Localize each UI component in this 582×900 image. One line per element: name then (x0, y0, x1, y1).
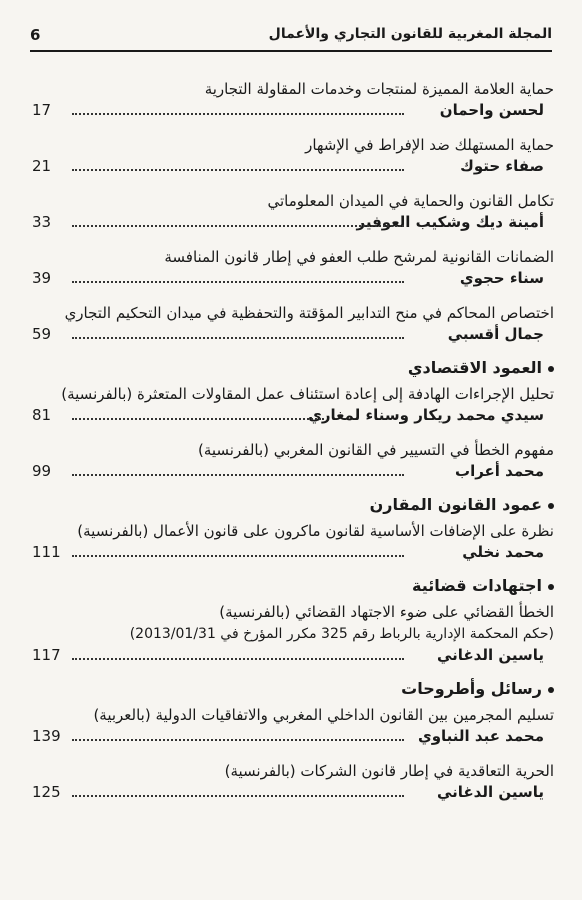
toc-entry (32, 520, 554, 566)
dot-leader (72, 281, 404, 283)
entry-title: اختصاص المحاكم في منح التدابير المؤقتة والتحفظية في ميدان التحكيم التجاري (64, 304, 554, 322)
dot-leader (72, 739, 404, 741)
entry-line (32, 726, 554, 750)
toc-entry (32, 383, 554, 429)
entry-author: ياسين الدغاني (437, 783, 544, 801)
dot-leader (72, 555, 404, 557)
entry-line (32, 782, 554, 806)
entry-author: سيدي محمد ريكار وسناء لمغاري (308, 406, 544, 424)
toc-entry (32, 246, 554, 292)
entry-page: 139 (32, 727, 61, 745)
toc-entry (32, 760, 554, 806)
entry-page: 39 (32, 269, 52, 287)
entry-page: 99 (32, 462, 52, 480)
entry-title: حماية المستهلك ضد الإفراط في الإشهار (305, 136, 554, 154)
entry-page: 117 (32, 646, 61, 664)
toc-entry (32, 601, 554, 669)
entry-author: محمد أعراب (455, 462, 544, 480)
toc-entry (32, 190, 554, 236)
page-header (30, 22, 552, 52)
entry-title: نظرة على الإضافات الأساسية لقانون ماكرون على قانون الأعمال (بالفرنسية) (77, 522, 554, 540)
section-heading (32, 679, 554, 698)
entry-author: أمينة ديك وشكيب العوفير (356, 213, 544, 231)
section-title: عمود القانون المقارن (369, 495, 542, 514)
entry-page: 21 (32, 157, 52, 175)
toc-entry (32, 704, 554, 750)
toc-entry (32, 439, 554, 485)
bullet-icon (548, 584, 554, 590)
entry-author: ياسين الدغاني (437, 646, 544, 664)
dot-leader (72, 474, 404, 476)
section-heading (32, 495, 554, 514)
entry-author: سناء حجوي (459, 269, 544, 287)
toc-entry (32, 134, 554, 180)
section-heading (32, 576, 554, 595)
section-title: رسائل وأطروحات (401, 679, 542, 698)
entry-line (32, 542, 554, 566)
dot-leader (72, 795, 404, 797)
bullet-icon (548, 503, 554, 509)
section-title: اجتهادات قضائية (412, 576, 542, 595)
entry-page: 81 (32, 406, 52, 424)
entry-title: تكامل القانون والحماية في الميدان المعلوماتي (267, 192, 554, 210)
toc-entry (32, 302, 554, 348)
entry-page: 125 (32, 783, 61, 801)
dot-leader (72, 169, 404, 171)
entry-page: 33 (32, 213, 52, 231)
entry-line (32, 212, 554, 236)
bullet-icon (548, 366, 554, 372)
dot-leader (72, 658, 404, 660)
toc-entry (32, 78, 554, 124)
entry-author: جمال أقسبي (447, 325, 544, 343)
entry-line (32, 405, 554, 429)
journal-title: المجلة المغربية للقانون التجاري والأعمال (268, 26, 552, 42)
entry-subtitle: (حكم المحكمة الإدارية بالرباط رقم 325 مكرر المؤرخ في 2013/01/31) (129, 626, 554, 642)
entry-line (32, 156, 554, 180)
entry-title: الحرية التعاقدية في إطار قانون الشركات (بالفرنسية) (224, 762, 554, 780)
entry-line (32, 100, 554, 124)
page-number: 6 (30, 26, 41, 44)
entry-page: 59 (32, 325, 52, 343)
entry-page: 111 (32, 543, 61, 561)
entry-title: تحليل الإجراءات الهادفة إلى إعادة استئناف عمل المقاولات المتعثرة (بالفرنسية) (61, 385, 554, 403)
dot-leader (72, 113, 404, 115)
entry-author: محمد عبد النباوي (417, 727, 544, 745)
entry-title: الضمانات القانونية لمرشح طلب العفو في إطار قانون المنافسة (164, 248, 554, 266)
entry-title: تسليم المجرمين بين القانون الداخلي المغربي والاتفاقيات الدولية (بالعربية) (93, 706, 554, 724)
entry-line (32, 324, 554, 348)
dot-leader (72, 225, 404, 227)
table-of-contents (32, 78, 554, 816)
bullet-icon (548, 687, 554, 693)
entry-page: 17 (32, 101, 52, 119)
entry-author: صفاء حتوك (460, 157, 544, 175)
entry-author: لحسن واحمان (439, 101, 544, 119)
entry-line (32, 461, 554, 485)
section-title: العمود الاقتصادي (407, 358, 542, 377)
entry-title: الخطأ القضائي على ضوء الاجتهاد القضائي (بالفرنسية) (219, 603, 554, 621)
dot-leader (72, 418, 324, 420)
entry-line (32, 645, 554, 669)
dot-leader (72, 337, 404, 339)
entry-title: حماية العلامة المميزة لمنتجات وخدمات المقاولة التجارية (204, 80, 554, 98)
entry-line (32, 268, 554, 292)
entry-title: مفهوم الخطأ في التسيير في القانون المغربي (بالفرنسية) (197, 441, 554, 459)
section-heading (32, 358, 554, 377)
entry-author: محمد نخلي (462, 543, 544, 561)
